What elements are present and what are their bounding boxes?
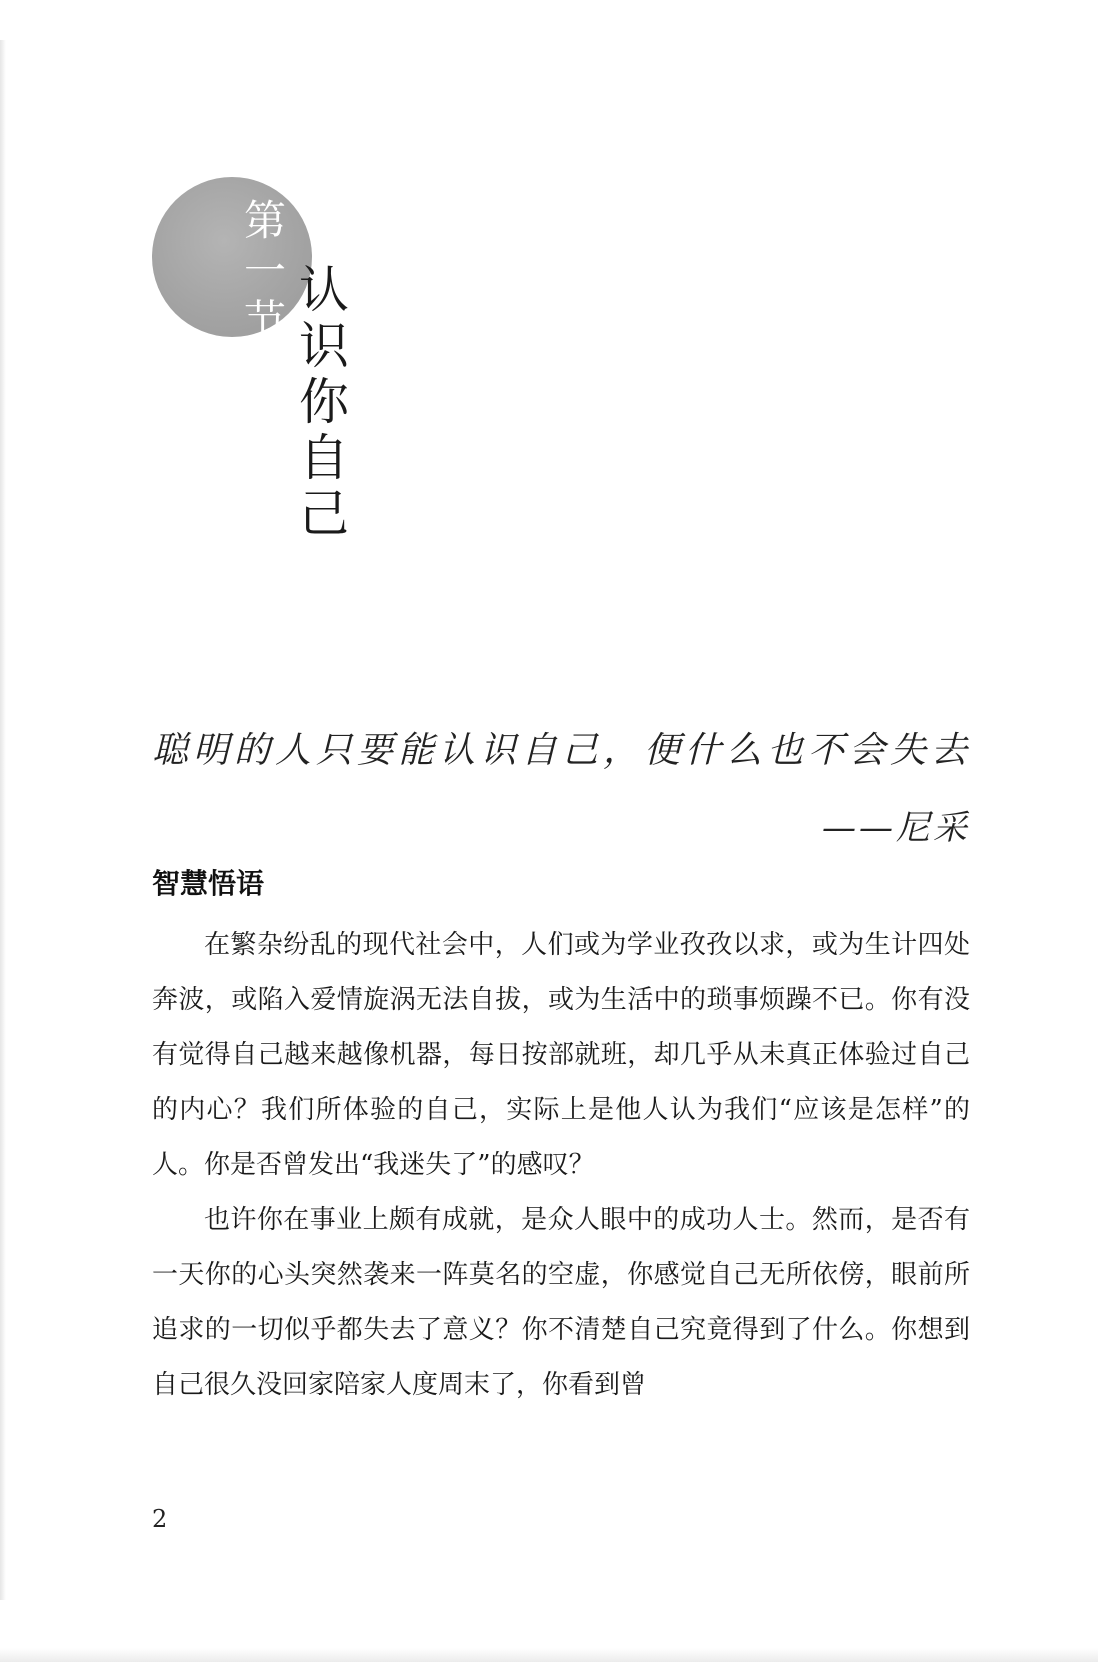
- epigraph-attribution: ——尼采: [822, 808, 970, 848]
- page-edge-bottom: [0, 1648, 1098, 1662]
- page-edge-shadow: [0, 40, 6, 1600]
- body-text: [152, 918, 970, 1413]
- subheading: 智慧悟语: [152, 867, 265, 900]
- epigraph-quote: 聪明的人只要能认识自己，便什么也不会失去: [152, 730, 973, 771]
- section-label: 第一节: [243, 196, 286, 345]
- paragraph: 也许你在事业上颇有成就，是众人眼中的成功人士。然而，是否有一天你的心头突然袭来一阵莫名的空虚，你感觉自己无所依傍，眼前所追求的一切似乎都失去了意义？你不清楚自己究竟得到了什么。你想到自己很久没回家陪家人度周末了，你看到曾: [152, 1205, 970, 1400]
- section-title: 认识你自己: [299, 261, 349, 543]
- page-number: 2: [152, 1505, 168, 1533]
- paragraph: 在繁杂纷乱的现代社会中，人们或为学业孜孜以求，或为生计四处奔波，或陷入爱情旋涡无法自拔，或为生活中的琐事烦躁不已。你有没有觉得自己越来越像机器，每日按部就班，却几乎从未真正体验过自己的内心？我们所体验的自己，实际上是他人认为我们“应该是怎样”的人。你是否曾发出“我迷失了”的感叹？: [152, 930, 970, 1180]
